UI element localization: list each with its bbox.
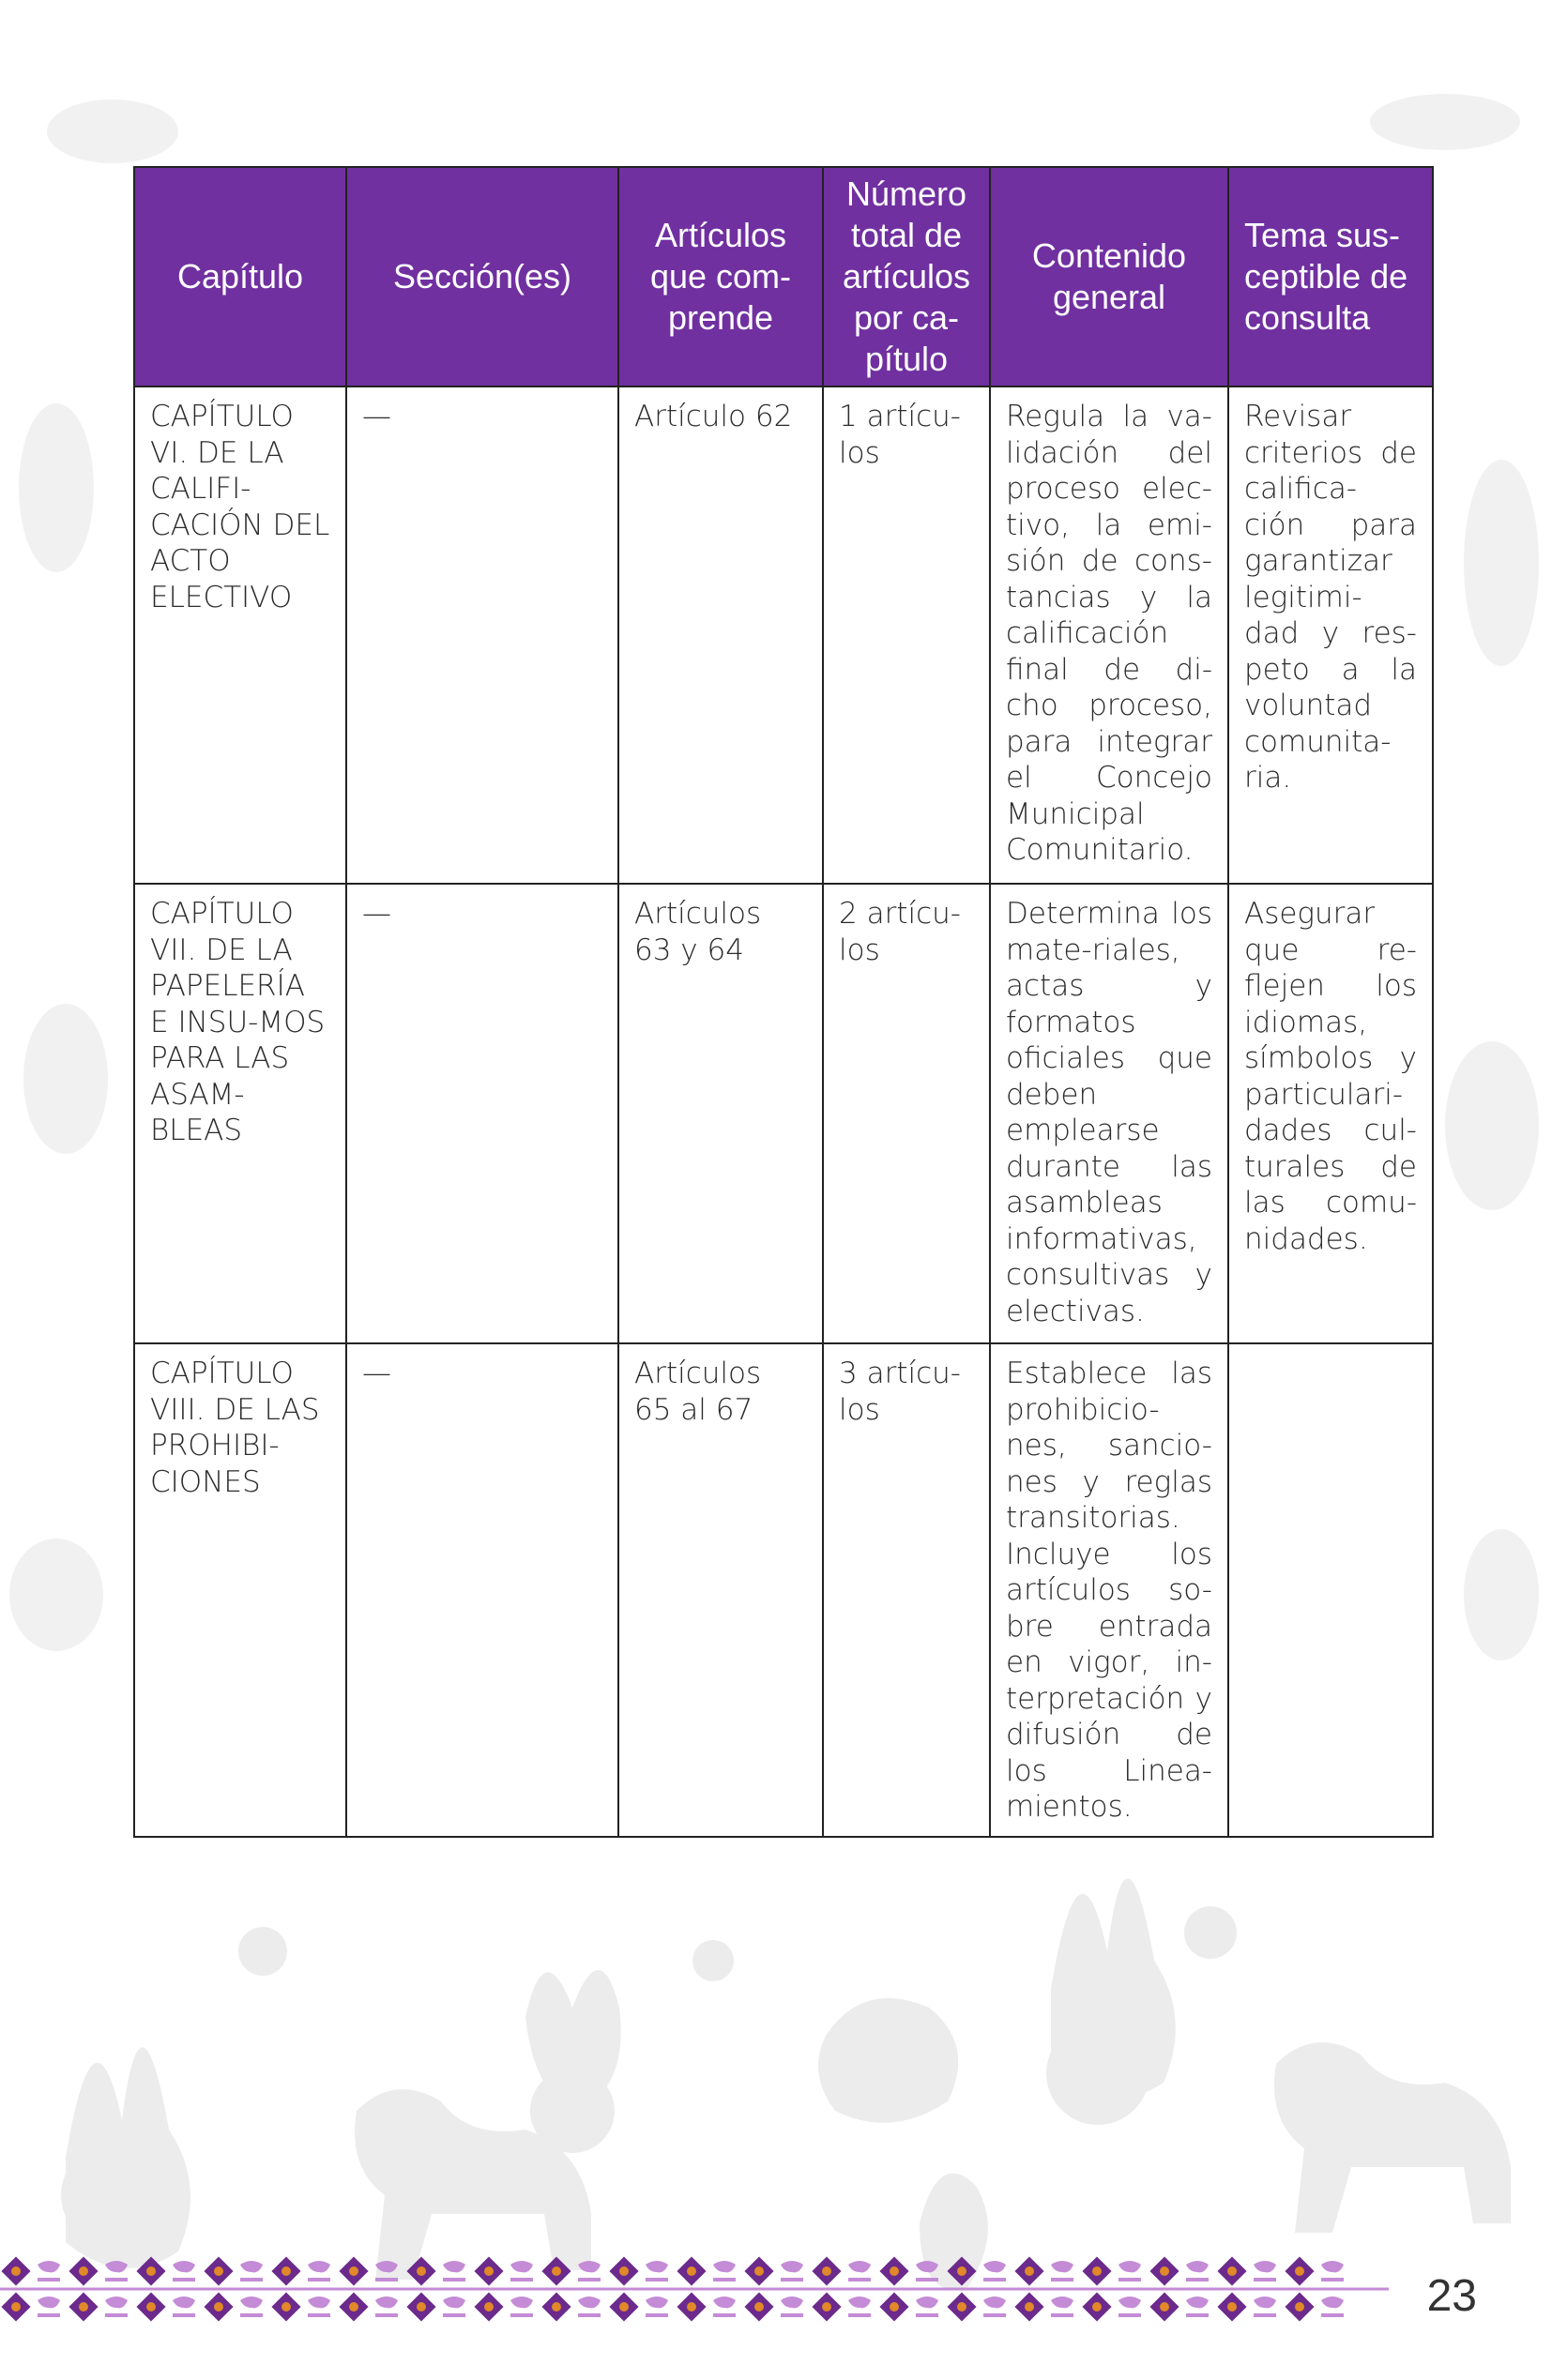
cell-capitulo: CAPÍTULO VIII. DE LAS PROHIBI-CIONES [134,1343,346,1837]
table-header-row [134,167,1433,387]
header-numero-total: Número total de artículos por ca-pítulo [823,167,990,387]
cell-articulos: Artículo 62 [618,387,823,884]
cell-articulos: Artículos 65 al 67 [618,1343,823,1837]
cell-numero: 1 artícu-los [823,387,990,884]
chapters-table [133,166,1434,1838]
table-row [134,1343,1433,1837]
cell-capitulo: CAPÍTULO VII. DE LA PAPELERÍA E INSU-MOS PARA LAS ASAM-BLEAS [134,884,346,1343]
cell-capitulo: CAPÍTULO VI. DE LA CALIFI-CACIÓN DEL ACTO ELECTIVO [134,387,346,884]
cell-numero: 2 artícu-los [823,884,990,1343]
cell-secciones: — [346,884,618,1343]
table-row [134,387,1433,884]
cell-articulos: Artículos 63 y 64 [618,884,823,1343]
cell-numero: 3 artícu-los [823,1343,990,1837]
cell-secciones: — [346,1343,618,1837]
cell-tema: Asegurar que re-flejen los idiomas, símbolos y particulari-dades cul-turales de las comu-nidades. [1228,884,1433,1343]
header-contenido-general: Contenido general [990,167,1228,387]
cell-tema: Revisar criterios de califica-ción para garantizar legitimi-dad y res-peto a la voluntad comunita-ria. [1228,387,1433,884]
header-tema-consulta: Tema sus-ceptible de consulta [1228,167,1433,387]
table-row [134,884,1433,1343]
embroidery-border-icon [0,2251,1389,2327]
page-number: 23 [1426,2271,1477,2321]
cell-contenido: Establece las prohibicio-nes, sancio-nes y reglas transitorias. Incluye los artículos so-bre entrada en vigor, in-terpretación y difusión de los Linea-mientos. [990,1343,1228,1837]
cell-contenido: Determina los mate-riales, actas y formatos oficiales que deben emplearse durante las asambleas informativas, consultivas y electivas. [990,884,1228,1343]
cell-tema [1228,1343,1433,1837]
header-articulos: Artículos que com-prende [618,167,823,387]
header-capitulo: Capítulo [134,167,346,387]
cell-secciones: — [346,387,618,884]
header-secciones: Sección(es) [346,167,618,387]
cell-contenido: Regula la va-lidación del proceso elec-tivo, la emi-sión de cons-tancias y la calificación final de di-cho proceso, para integrar el Concejo Municipal Comunitario. [990,387,1228,884]
